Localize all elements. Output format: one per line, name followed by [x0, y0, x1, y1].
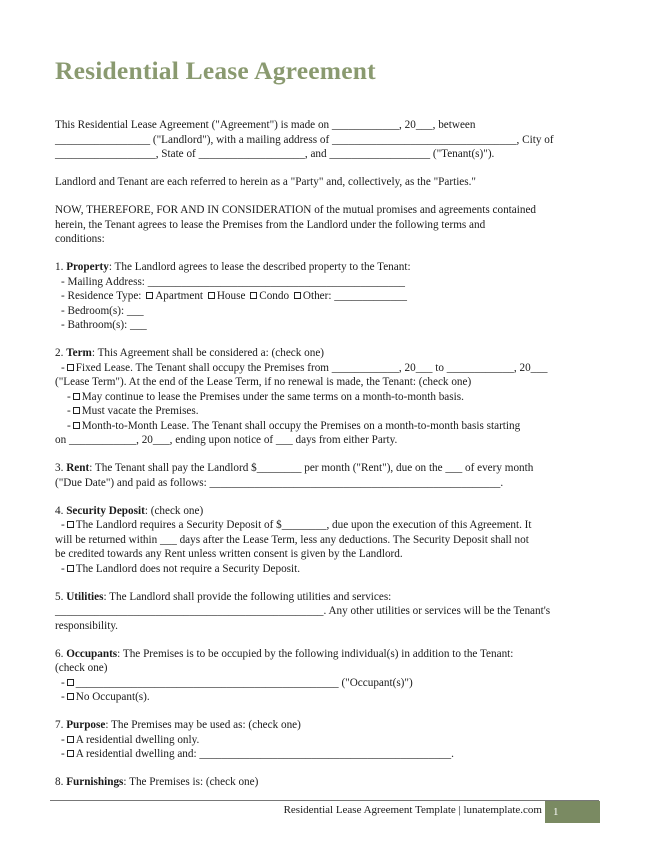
section-text: : The Tenant shall pay the Landlord $________ per month ("Rent"), due on the ___ of every month — [89, 462, 534, 474]
section-security-deposit — [55, 504, 590, 577]
utilities-continuation: ________________________________________________. Any other utilities or services will be the Tenant's — [55, 605, 551, 617]
occupants-named-text: _______________________________________________ ("Occupant(s)") — [75, 676, 413, 689]
section-text: : (check one) — [144, 504, 204, 517]
checkbox-house[interactable] — [208, 292, 215, 299]
footer-text: Residential Lease Agreement Template | lunatemplate.com — [283, 804, 542, 816]
checkbox-residential-only[interactable] — [67, 736, 74, 743]
fixed-lease-text: Fixed Lease. The Tenant shall occupy the Premises from ____________, 20___ to ____________, 20___ — [75, 361, 548, 374]
section-heading: Purpose — [66, 719, 106, 731]
section-heading-line — [55, 461, 590, 476]
intro-paragraph — [55, 118, 590, 162]
footer-divider — [50, 800, 599, 801]
residence-type-row — [55, 289, 590, 304]
no-occupants-option: - No Occupant(s). — [61, 691, 150, 703]
consideration-line-3: conditions: — [55, 233, 105, 245]
rent-continuation: ("Due Date") and paid as follows: ____________________________________________________. — [55, 476, 504, 489]
section-heading-line — [55, 718, 590, 733]
section-text: : This Agreement shall be considered a: (check one) — [91, 347, 325, 359]
deposit-required-text: The Landlord requires a Security Deposit of $________, due upon the execution of this Agreement. It — [75, 519, 532, 531]
section-number: 8. — [55, 776, 64, 788]
parties-paragraph: Landlord and Tenant are each referred to herein as a "Party" and, collectively, as the "Parties." — [55, 176, 476, 188]
fixed-lease-option: - Fixed Lease. The Tenant shall occupy the Premises from ____________, 20___ to ____________, 20___ — [61, 361, 548, 374]
option-apartment: Apartment — [155, 290, 204, 302]
residential-and-option: - A residential dwelling and: _____________________________________________. — [61, 748, 454, 760]
checkbox-condo[interactable] — [250, 292, 257, 299]
section-number: 6. — [55, 647, 64, 660]
consideration-paragraph — [55, 203, 590, 247]
section-purpose — [55, 718, 590, 762]
section-number: 3. — [55, 462, 64, 474]
intro-line-1: This Residential Lease Agreement ("Agreement") is made on ____________, 20___, between — [55, 119, 476, 131]
section-utilities — [55, 590, 590, 634]
checkbox-occupants-named[interactable] — [67, 679, 74, 686]
section-heading: Term — [66, 347, 92, 359]
occupants-continuation: (check one) — [55, 662, 108, 674]
option-condo: Condo — [259, 290, 290, 302]
section-heading-line — [55, 590, 590, 605]
no-deposit-text: The Landlord does not require a Security Deposit. — [75, 562, 301, 575]
renewal-option-1: - May continue to lease the Premises under the same terms on a month-to-month basis. — [67, 390, 464, 403]
bathroom-field: - Bathroom(s): ___ — [61, 319, 147, 331]
fixed-lease-continuation: ("Lease Term"). At the end of the Lease Term, if no renewal is made, the Tenant: (check one) — [55, 376, 472, 388]
section-furnishings — [55, 775, 590, 790]
section-text: : The Premises may be used as: (check one) — [105, 719, 301, 731]
section-heading-line — [55, 647, 590, 662]
checkbox-no-occupants[interactable] — [67, 693, 74, 700]
section-property — [55, 260, 590, 333]
section-number: 1. — [55, 261, 64, 273]
document-title: Residential Lease Agreement — [55, 56, 376, 85]
section-heading: Property — [66, 261, 109, 273]
section-heading: Security Deposit — [66, 504, 145, 517]
residential-and-text: A residential dwelling and: _____________________________________________. — [75, 748, 454, 760]
section-heading: Occupants — [66, 647, 118, 660]
residential-only-text: A residential dwelling only. — [75, 733, 200, 746]
option-other: Other: _____________ — [302, 290, 407, 302]
checkbox-deposit-required[interactable] — [67, 521, 74, 528]
renewal-option-2-text: Must vacate the Premises. — [81, 405, 199, 417]
section-heading: Furnishings — [66, 776, 124, 788]
checkbox-fixed-lease[interactable] — [67, 364, 74, 371]
section-heading-line — [55, 775, 590, 790]
occupants-named-option: - _______________________________________________ ("Occupant(s)") — [61, 676, 413, 689]
checkbox-apartment[interactable] — [146, 292, 153, 299]
renewal-option-2: - Must vacate the Premises. — [67, 405, 199, 417]
utilities-continuation-2: responsibility. — [55, 619, 118, 632]
deposit-required-option: - The Landlord requires a Security Deposit of $________, due upon the execution of this Agreement. It — [61, 519, 532, 531]
section-term — [55, 346, 590, 448]
deposit-continuation-1: will be returned within ___ days after the Lease Term, less any deductions. The Security Deposit shall not — [55, 533, 529, 546]
checkbox-month-to-month-renewal[interactable] — [73, 393, 80, 400]
section-number: 2. — [55, 347, 64, 359]
residential-only-option: - A residential dwelling only. — [61, 733, 200, 746]
bedroom-field: - Bedroom(s): ___ — [61, 304, 144, 317]
consideration-line-2: herein, the Tenant agrees to lease the Premises from the Landlord under the following terms and — [55, 218, 486, 231]
month-to-month-continuation: on ____________, 20___, ending upon notice of ___ days from either Party. — [55, 434, 398, 446]
section-number: 5. — [55, 590, 64, 603]
checkbox-month-to-month-lease[interactable] — [73, 422, 80, 429]
section-text: : The Landlord shall provide the following utilities and services: — [103, 590, 392, 603]
section-heading-line — [55, 260, 590, 275]
section-text: : The Landlord agrees to lease the described property to the Tenant: — [108, 261, 411, 273]
checkbox-residential-and[interactable] — [67, 750, 74, 757]
checkbox-other[interactable] — [294, 292, 301, 299]
section-text: : The Premises is: (check one) — [123, 776, 259, 788]
section-occupants — [55, 647, 590, 705]
month-to-month-text: Month-to-Month Lease. The Tenant shall occupy the Premises on a month-to-month basis starting — [81, 419, 521, 432]
no-deposit-option: - The Landlord does not require a Security Deposit. — [61, 562, 301, 575]
month-to-month-option: - Month-to-Month Lease. The Tenant shall occupy the Premises on a month-to-month basis starting — [67, 419, 521, 432]
residence-type-label: - Residence Type: — [61, 290, 142, 302]
section-heading-line — [55, 346, 590, 361]
checkbox-vacate[interactable] — [73, 407, 80, 414]
checkbox-no-deposit[interactable] — [67, 565, 74, 572]
document-body — [55, 118, 590, 803]
section-rent — [55, 461, 590, 490]
mailing-address-field: - Mailing Address: ______________________________________________ — [61, 275, 406, 288]
option-house: House — [216, 290, 246, 302]
section-text: : The Premises is to be occupied by the following individual(s) in addition to the Tenant: — [117, 647, 514, 660]
section-heading: Utilities — [66, 590, 104, 603]
intro-line-3: __________________, State of ___________________, and __________________ ("Tenant(s)"). — [55, 148, 495, 160]
intro-line-2: _________________ ("Landlord"), with a mailing address of _________________________________, City of — [55, 133, 554, 146]
renewal-option-1-text: May continue to lease the Premises under the same terms on a month-to-month basis. — [81, 390, 464, 403]
page-number: 1 — [545, 801, 600, 823]
no-occupants-text: No Occupant(s). — [75, 691, 150, 703]
section-heading-line — [55, 504, 590, 519]
deposit-continuation-2: be credited towards any Rent unless written consent is given by the Landlord. — [55, 548, 403, 560]
section-number: 4. — [55, 504, 64, 517]
section-number: 7. — [55, 719, 64, 731]
consideration-line-1: NOW, THEREFORE, FOR AND IN CONSIDERATION of the mutual promises and agreements contained — [55, 204, 537, 216]
section-heading: Rent — [66, 462, 90, 474]
